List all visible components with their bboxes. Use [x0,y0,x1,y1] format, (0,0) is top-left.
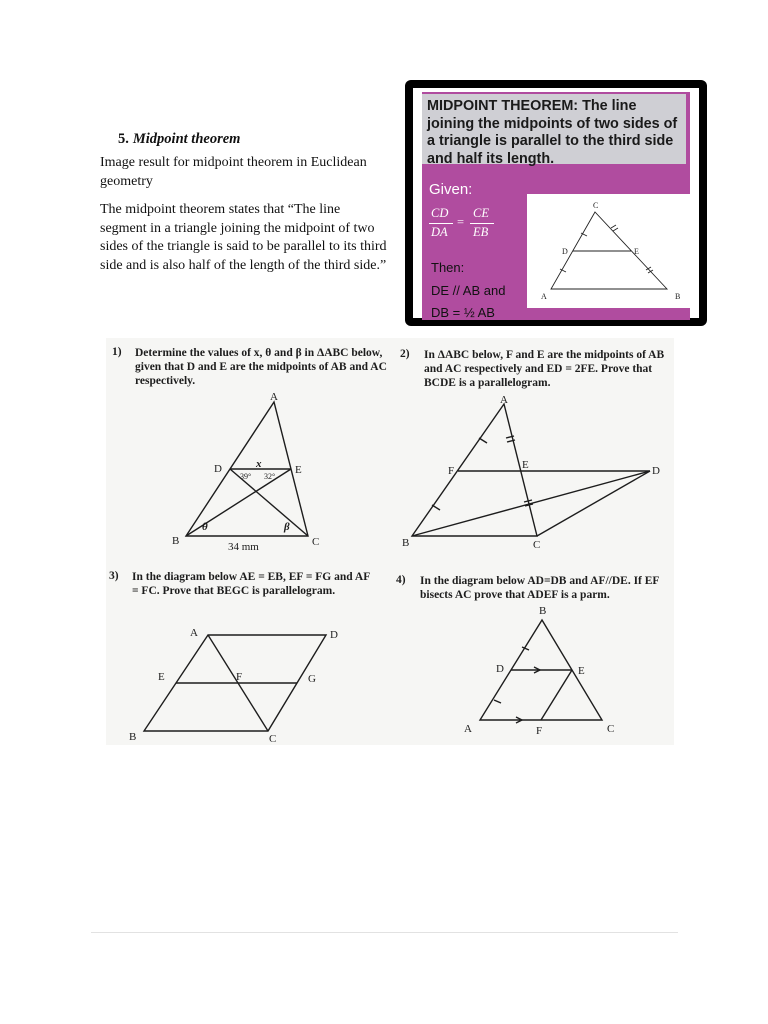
fraction-left-den: DA [431,225,448,239]
theorem-card [405,80,707,326]
fraction-right-den: EB [473,225,489,239]
q3-label-f: F [236,671,243,683]
q2-label-b: B [402,537,410,549]
question-4-diagram [456,602,636,742]
question-3-text: In the diagram below AE = EB, EF = FG and AF = FC. Prove that BEGC is parallelogram. [132,571,370,597]
theorem-statement: MIDPOINT THEOREM: The line joining the midpoints of two sides of a triangle is parallel to the third side and half its length. [422,94,686,164]
fraction-left-bar [429,223,453,224]
q2-label-c: C [533,539,541,551]
half-length-result: DB = ½ AB [431,305,495,320]
q1-label-x: x [256,458,262,470]
question-2-number: 2) [400,348,410,360]
q3-label-g: G [308,673,316,685]
section-title: Midpoint theorem [132,131,241,147]
q2-label-a: A [500,394,508,406]
question-4-text: In the diagram below AD=DB and AF//DE. If EF bisects AC prove that ADEF is a parm. [420,575,660,601]
intro-text [100,154,390,285]
vertex-label-e: E [634,247,639,256]
q1-label-d: D [214,463,222,475]
q4-label-e: E [578,665,585,677]
triangle-abc [551,212,667,289]
fraction-left-num: CD [431,206,449,220]
question-2-diagram [396,394,672,554]
then-label: Then: [431,260,465,275]
fraction-right-bar [470,223,494,224]
segment-ef [541,670,572,720]
question-1-diagram [166,388,336,558]
section-number: 5. [118,131,129,147]
question-1-number: 1) [112,346,122,358]
q2-label-d: D [652,465,660,477]
q1-label-beta: β [284,521,290,533]
q3-label-b: B [129,731,137,743]
q1-angle-39: 39° [240,472,252,481]
q2-label-f: F [448,465,455,477]
ratio-equation [427,206,503,242]
q1-angle-32: 32° [264,472,276,481]
q3-label-a: A [190,627,198,639]
q3-label-c: C [269,733,277,744]
worksheet-scan [106,338,674,745]
image-caption: Image result for midpoint theorem in Euclidean geometry [100,155,367,189]
tick-mark [613,228,618,231]
equals-sign: = [457,215,465,229]
question-4-number: 4) [396,574,406,586]
parallel-result: DE // AB and [431,283,506,298]
fraction-right-num: CE [473,206,489,220]
vertex-label-c: C [593,201,599,210]
segment-cd [537,471,650,536]
vertex-label-b: B [675,292,681,301]
section-heading [118,131,240,148]
q1-length-bc: 34 mm [228,541,259,553]
given-label: Given: [429,181,473,198]
footer-divider [91,932,678,933]
q4-label-f: F [536,725,543,737]
tick-mark [648,270,653,273]
q2-label-e: E [522,459,529,471]
vertex-label-d: D [562,247,568,256]
tick-mark [432,505,440,510]
q4-label-d: D [496,663,504,675]
theorem-triangle-diagram [527,194,690,308]
q3-label-e: E [158,671,165,683]
triangle-abc [412,404,537,536]
q3-label-d: D [330,629,338,641]
question-1-text: Determine the values of x, θ and β in ΔABC below, given that D and E are the midpoints of AB and AC respectively. [135,347,387,387]
q1-label-a: A [270,391,278,403]
question-2-text: In ΔABC below, F and E are the midpoints of AB and AC respectively and ED = 2FE. Prove that BCDE is a parallelogram. [424,349,665,389]
q4-label-b: B [539,605,547,617]
question-3-diagram [124,622,364,744]
q4-label-a: A [464,723,472,735]
q1-label-c: C [312,536,320,548]
tick-mark [494,700,501,703]
q1-label-e: E [295,464,302,476]
q1-label-b: B [172,535,180,547]
segment-bd [412,471,650,536]
tick-mark [524,500,532,502]
tick-mark [479,438,487,443]
tick-mark [611,225,616,228]
q4-label-c: C [607,723,615,735]
question-3-number: 3) [109,570,119,582]
definition-paragraph: The midpoint theorem states that “The line segment in a triangle joining the midpoint of two sides of the triangle is said to be parallel to its third side and is also half of the length of the third side.” [100,202,387,273]
q1-label-theta: θ [202,521,208,533]
vertex-label-a: A [541,292,547,301]
